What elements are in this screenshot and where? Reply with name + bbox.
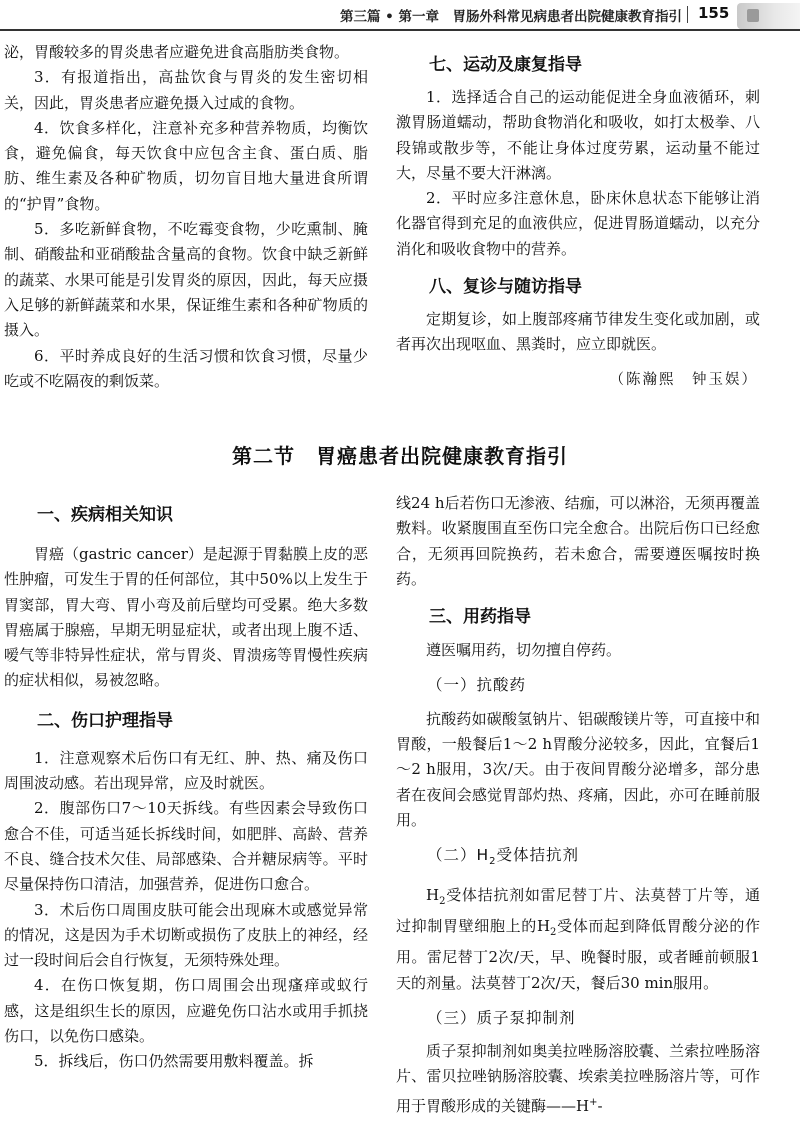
heading-disease-knowledge: 一、疾病相关知识	[37, 505, 173, 525]
superscript: +	[589, 1096, 598, 1108]
paragraph	[396, 883, 760, 996]
paragraph: 6．平时养成良好的生活习惯和饮食习惯，尽量少吃或不吃隔夜的剩饭菜。	[4, 346, 368, 390]
paragraph: 4．在伤口恢复期，伤口周围会出现瘙痒或蚁行感，这是组织生长的原因，应避免伤口沾水或用手抓挠伤口，以免伤口感染。	[4, 976, 368, 1046]
header-rule	[0, 29, 800, 31]
section-title: 第二节 胃癌患者出院健康教育指引	[232, 444, 568, 468]
subheading-ppi: （三）质子泵抑制剂	[427, 1008, 576, 1027]
heading-wound-care: 二、伤口护理指导	[37, 710, 173, 731]
running-title: 第三篇 • 第一章 胃肠外科常见病患者出院健康教育指引	[339, 9, 682, 25]
header-tab-decoration	[737, 3, 800, 29]
paragraph: 1．选择适合自己的运动能促进全身血液循环，刺激胃肠道蠕动，帮助食物消化和吸收，如打太极拳、八段锦或散步等，不能让身体过度劳累，运动量不能过大，尽量不要大汗淋漓。	[396, 88, 760, 182]
subscript: 2	[489, 856, 497, 868]
heading-medication: 三、用药指导	[429, 607, 531, 628]
paragraph: 胃癌（gastric cancer）是起源于胃黏膜上皮的恶性肿瘤，可发生于胃的任何部位，其中50%以上发生于胃窦部，胃大弯、胃小弯及前后壁均可受累。绝大多数胃癌属于腺癌，早期无明显症状，或者出现上腹不适、嗳气等非特异性症状，常与胃炎、胃溃疡等胃慢性疾病的症状相似，易被忽略。	[4, 545, 368, 690]
paragraph: 遵医嘱用药，切勿擅自停药。	[426, 641, 622, 660]
subheading-text: 受体拮抗剂	[496, 846, 580, 865]
text-run: 质子泵抑制剂如奥美拉唑肠溶胶囊、兰索拉唑肠溶片、雷贝拉唑钠肠溶胶囊、埃索美拉唑肠溶片等，可作用于胃酸形成的关键酶——H	[396, 1042, 760, 1115]
paragraph: 泌，胃酸较多的胃炎患者应避免进食高脂肪类食物。	[4, 43, 350, 61]
page-number: 155	[698, 4, 730, 22]
subscript: 2	[439, 895, 446, 907]
paragraph: 5．多吃新鲜食物，不吃霉变食物，少吃熏制、腌制、硝酸盐和亚硝酸盐含量高的食物。饮食中缺乏新鲜的蔬菜、水果可能是引发胃炎的原因，因此，每天应摄入足够的新鲜蔬菜和水果，保证维生素和各种矿物质的摄入。	[4, 220, 368, 340]
paragraph: 2．腹部伤口7～10天拆线。有些因素会导致伤口愈合不佳，可适当延长拆线时间，如肥胖、高龄、营养不良、缝合技术欠佳、局部感染、合并糖尿病等。平时尽量保持伤口清洁，加强营养，促进伤口愈合。	[4, 799, 368, 894]
subheading-h2-blockers	[396, 843, 760, 874]
author-credit: （陈瀚熙 钟玉娱）	[609, 371, 758, 388]
paragraph: 线24 h后若伤口无渗液、结痂，可以淋浴，无须再覆盖敷料。收紧腹围直至伤口完全愈合。出院后伤口已经愈合，无须再回院换药，若未愈合，需要遵医嘱按时换药。	[396, 494, 760, 588]
subheading-text: （二）H	[427, 846, 490, 865]
subheading-antacids: （一）抗酸药	[427, 676, 527, 695]
text-run: 受体拮抗剂如雷尼替丁片、法莫替丁片等，通过抑制胃壁细胞上的H	[396, 885, 760, 935]
bottom-right-column	[396, 491, 760, 1119]
paragraph: 定期复诊，如上腹部疼痛节律发生变化或加剧，或者再次出现呕血、黑粪时，应立即就医。	[396, 310, 760, 354]
paragraph: 抗酸药如碳酸氢钠片、铝碳酸镁片等，可直接中和胃酸，一般餐后1～2 h胃酸分泌较多，因此，宜餐后1～2 h服用，3次/天。由于夜间胃酸分泌增多，部分患者在夜间会感觉胃部灼热、疼痛，因此，亦可在睡前服用。	[396, 709, 760, 829]
heading-followup: 八、复诊与随访指导	[429, 277, 582, 298]
subscript: 2	[550, 926, 557, 938]
paragraph: 3．有报道指出，高盐饮食与胃炎的发生密切相关，因此，胃炎患者应避免摄入过咸的食物。	[4, 68, 368, 112]
paragraph: 2．平时应多注意休息，卧床休息状态下能够让消化器官得到充足的血液供应，促进胃肠道蠕动，以充分消化和吸收食物中的营养。	[396, 189, 760, 258]
text-run: 受体而起到降低胃酸分泌的作用。雷尼替丁2次/天，早、晚餐时服，或者睡前顿服1天的剂量。法莫替丁2次/天，餐后30 min服用。	[396, 916, 760, 992]
bottom-left-column	[4, 500, 368, 1075]
text-run: H	[426, 885, 440, 904]
page-header	[0, 0, 800, 30]
paragraph: 4．饮食多样化，注意补充多种营养物质，均衡饮食，避免偏食，每天饮食中应包含主食、蛋白质、脂肪、维生素及各种矿物质，切勿盲目地大量进食所谓的“护胃”食物。	[4, 118, 368, 213]
text-run: -	[597, 1096, 603, 1115]
top-right-column	[396, 50, 760, 393]
paragraph: 5．拆线后，伤口仍然需要用敷料覆盖。拆	[34, 1052, 314, 1071]
heading-exercise-rehab: 七、运动及康复指导	[429, 55, 582, 75]
top-left-column	[4, 40, 368, 394]
paragraph: 1．注意观察术后伤口有无红、肿、热、痛及伤口周围波动感。若出现异常，应及时就医。	[4, 748, 368, 793]
paragraph: 3．术后伤口周围皮肤可能会出现麻木或感觉异常的情况，这是因为手术切断或损伤了皮肤上的神经，经过一段时间后会自行恢复，无须特殊处理。	[4, 900, 368, 970]
paragraph	[396, 1039, 760, 1119]
header-divider	[687, 6, 688, 23]
